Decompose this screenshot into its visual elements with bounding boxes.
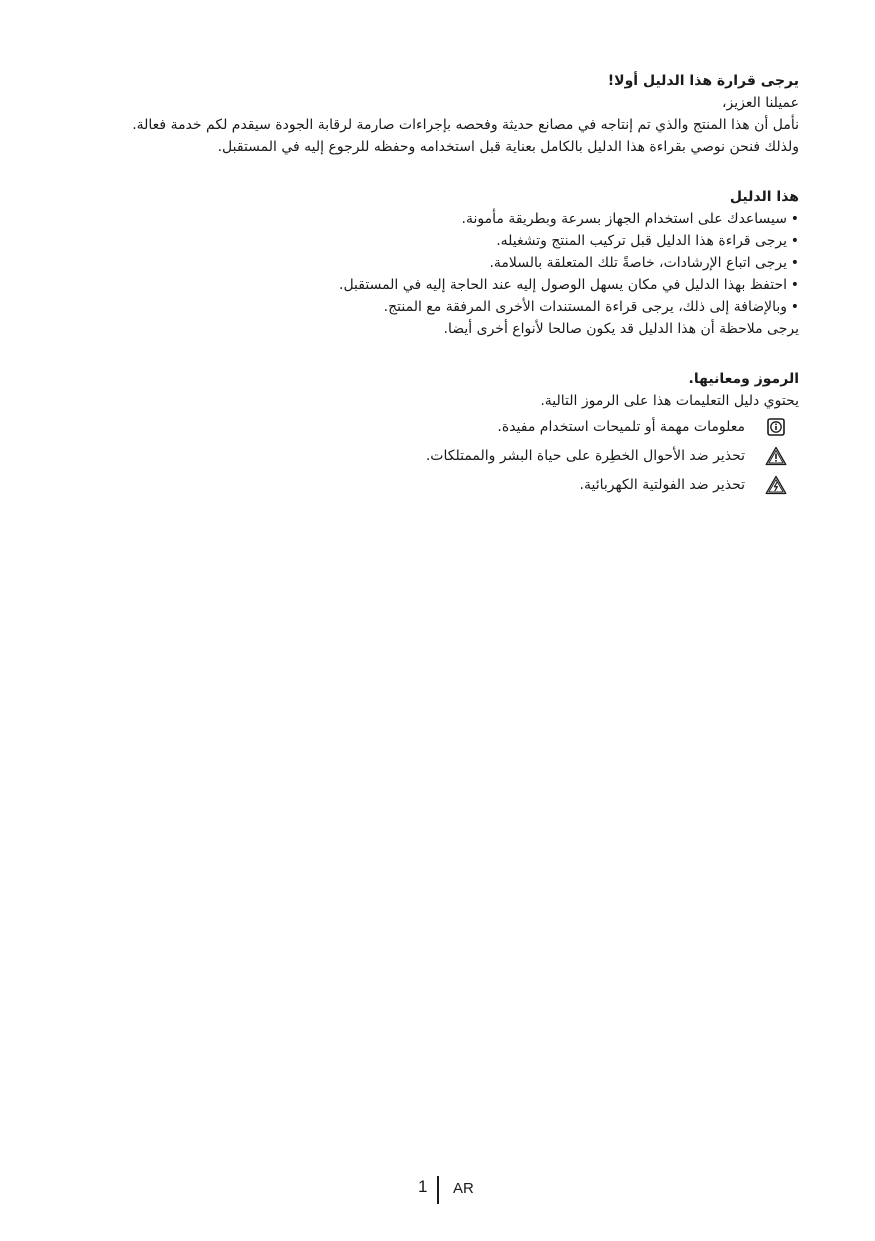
bullet-text: احتفظ بهذا الدليل في مكان يسهل الوصول إليه عند الحاجة إليه في المستقبل. [339,277,787,293]
list-item [69,296,799,318]
bullet-icon: • [790,255,799,271]
info-icon [765,416,787,438]
list-item [69,252,799,274]
page-content [69,70,799,499]
list-item [69,208,799,230]
manual-title: هذا الدليل [729,189,799,205]
bullet-icon: • [790,277,799,293]
section-spacer [69,340,799,368]
bullet-text: يرجى اتباع الإرشادات، خاصةً تلك المتعلقة بالسلامة. [489,255,787,271]
bullet-text: يرجى قراءة هذا الدليل قبل تركيب المنتج وتشغيله. [496,233,787,249]
symbols-intro: يحتوي دليل التعليمات هذا على الرموز التالية. [540,393,799,409]
footer-divider [437,1176,439,1204]
warning-icon [765,445,787,467]
intro-greeting: عميلنا العزيز، [721,95,799,111]
manual-note: يرجى ملاحظة أن هذا الدليل قد يكون صالحا لأنواع أخرى أيضا. [443,321,799,337]
intro-title: يرجى قرارة هذا الدليل أولا! [607,73,799,89]
manual-bullet-list [69,208,799,318]
page-number: 1 [418,1177,428,1196]
symbol-row-electric [69,470,799,499]
symbol-text-info: معلومات مهمة أو تلميحات استخدام مفيدة. [497,418,745,435]
symbols-title: الرموز ومعانيها. [688,371,799,387]
bullet-text: سيساعدك على استخدام الجهاز بسرعة وبطريقة مأمونة. [461,211,787,227]
electric-warning-icon [765,474,787,496]
list-item [69,230,799,252]
symbol-text-warning: تحذير ضد الأحوال الخطِرة على حياة البشر والممتلكات. [425,447,745,464]
page-footer [0,1176,875,1206]
intro-line-1: نأمل أن هذا المنتج والذي تم إنتاجه في مصانع حديثة وفحصه بإجراءات صارمة لرقابة الجودة سيقدم لكم خدمة فعالة. [132,117,799,133]
symbol-text-electric: تحذير ضد الفولتية الكهربائية. [579,476,745,493]
bullet-icon: • [790,233,799,249]
bullet-icon: • [790,211,799,227]
intro-line-2: ولذلك فنحن نوصي بقراءة هذا الدليل بالكامل بعناية قبل استخدامه وحفظه للرجوع إليه في المستقبل. [217,139,799,155]
bullet-icon: • [790,299,799,315]
symbol-row-warning [69,441,799,470]
symbol-row-info [69,412,799,441]
bullet-text: وبالإضافة إلى ذلك، يرجى قراءة المستندات الأخرى المرفقة مع المنتج. [383,299,787,315]
section-spacer [69,158,799,186]
language-code: AR [453,1180,474,1197]
list-item [69,274,799,296]
